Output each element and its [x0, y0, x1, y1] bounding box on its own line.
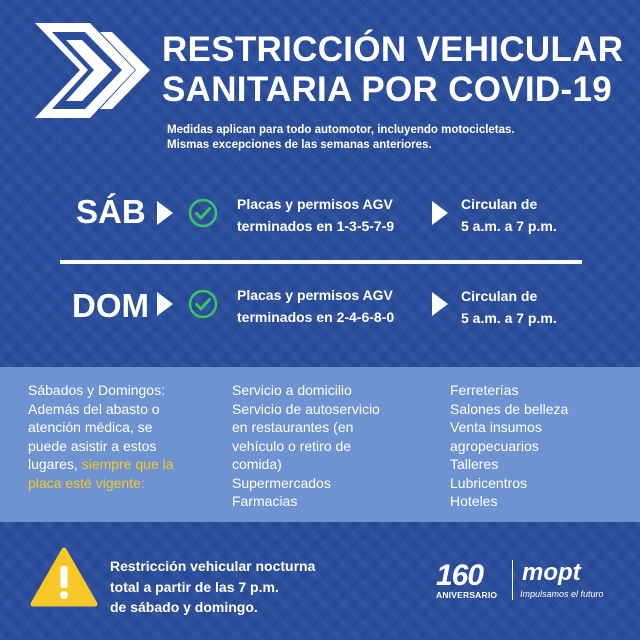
list-item: Servicio de autoservicio — [232, 400, 380, 417]
plates-sat — [237, 193, 394, 237]
list-item: Farmacias — [232, 493, 298, 509]
list-item: Salones de belleza — [450, 400, 569, 417]
arrow-right-icon — [157, 201, 173, 225]
subtitle-line-1: Medidas aplican para todo automotor, incluyendo motocicletas. — [167, 124, 515, 136]
footer-separator — [512, 560, 513, 600]
plates-sat-line-2: terminados en 1-3-5-7-9 — [237, 218, 395, 234]
night-restriction-note — [110, 556, 315, 618]
list-item: Supermercados — [232, 474, 331, 491]
subtitle-line-2: Mismas excepciones de las semanas anteriores. — [167, 139, 432, 151]
info-box — [0, 367, 640, 522]
plates-sun-line-2: terminados en 2-4-6-8-0 — [237, 309, 395, 325]
divider — [60, 260, 582, 264]
hours-sat-line-2: 5 a.m. a 7 p.m. — [461, 218, 557, 234]
info-intro-highlight: siempre que la — [81, 456, 174, 472]
hours-sat — [461, 193, 557, 237]
info-intro-line: atención médica, se — [28, 419, 153, 435]
hours-sat-line-1: Circulan de — [461, 196, 538, 212]
check-circle-icon — [188, 289, 218, 319]
info-list-col-2 — [232, 381, 380, 511]
hours-sun — [461, 285, 557, 329]
hours-sun-line-1: Circulan de — [461, 288, 538, 304]
check-circle-icon — [188, 198, 218, 228]
list-item: Hoteles — [450, 493, 498, 509]
list-item: Venta insumos — [450, 419, 542, 435]
page-title — [162, 30, 623, 110]
arrow-right-icon — [157, 292, 173, 316]
title-line-1: RESTRICCIÓN VEHICULAR — [162, 30, 624, 69]
day-label-sat: SÁB — [76, 193, 146, 230]
list-item: Lubricentros — [450, 474, 528, 491]
plates-sat-line-1: Placas y permisos AGV — [237, 196, 393, 212]
day-label-sun: DOM — [72, 287, 149, 324]
plates-sun-line-1: Placas y permisos AGV — [237, 287, 393, 303]
list-item: Talleres — [450, 456, 499, 472]
arrow-right-icon — [432, 292, 448, 316]
info-intro-line: puede asistir a estos — [28, 437, 157, 454]
info-intro-highlight-2: placa esté vigente: — [28, 474, 145, 491]
info-intro-line — [28, 455, 174, 474]
list-item: vehículo o retiro de — [232, 437, 352, 454]
anniversary-label: ANIVERSARIO — [436, 590, 498, 600]
hours-sun-line-2: 5 a.m. a 7 p.m. — [461, 310, 557, 326]
warning-line-3: de sábado y domingo. — [110, 599, 258, 615]
list-item: Servicio a domicilio — [232, 382, 352, 398]
list-item: agropecuarios — [450, 437, 539, 454]
arrow-right-icon — [432, 201, 448, 225]
list-item: en restaurantes (en — [232, 419, 354, 435]
warning-line-2: total a partir de las 7 p.m. — [110, 578, 279, 595]
info-intro — [28, 381, 174, 492]
warning-icon — [30, 546, 98, 608]
list-item: Ferreterías — [450, 382, 519, 398]
mopt-tagline: Impulsamos el futuro — [520, 589, 604, 599]
mopt-logo: mopt — [522, 559, 581, 586]
plates-sun — [237, 284, 394, 328]
list-item: comida) — [232, 456, 282, 472]
info-intro-plain: lugares, — [28, 456, 82, 472]
anniversary-number: 160 — [436, 559, 484, 592]
info-list-col-3 — [450, 381, 568, 511]
warning-line-1: Restricción vehicular nocturna — [110, 558, 316, 574]
info-intro-line: Sábados y Domingos: — [28, 382, 165, 398]
anniversary-logo — [436, 559, 498, 600]
subtitle — [167, 123, 515, 153]
info-intro-line: Además del abasto o — [28, 400, 160, 417]
mopt-arrow-logo — [30, 18, 155, 123]
title-line-2: SANITARIA POR COVID-19 — [162, 70, 612, 109]
